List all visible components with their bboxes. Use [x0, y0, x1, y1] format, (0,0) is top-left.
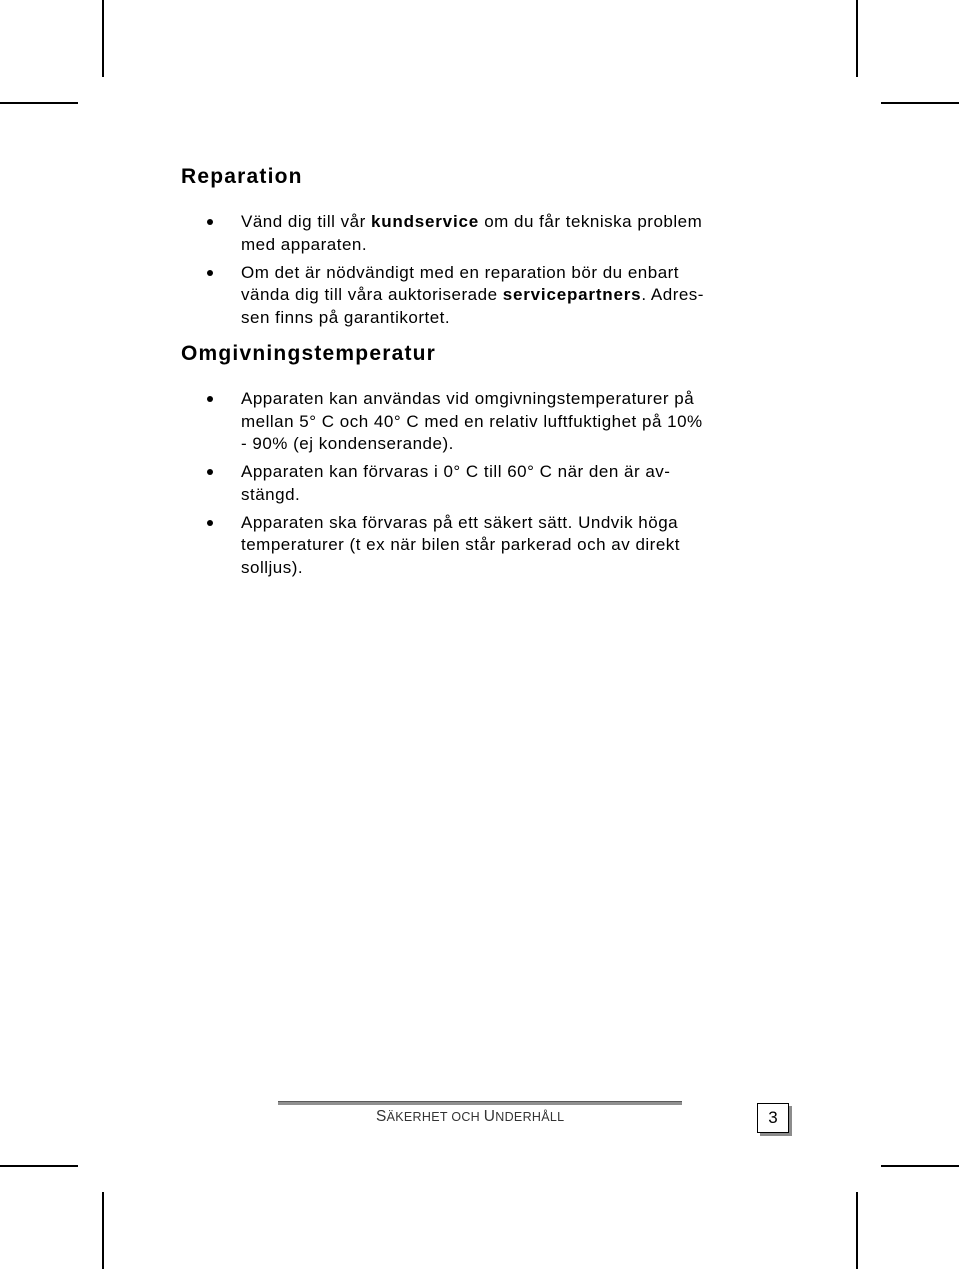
text-run: Apparaten kan användas vid omgivningstemperaturer på — [241, 389, 695, 408]
bullet-text-line — [241, 262, 781, 285]
text-run: . Adres- — [641, 285, 704, 304]
crop-mark-top-right-horizontal — [881, 102, 959, 104]
emphasis-text: kundservice — [370, 212, 479, 231]
text-run: vända dig till våra auktoriserade — [241, 285, 503, 304]
bullet-text-line — [241, 433, 781, 456]
text-run: stängd. — [241, 484, 301, 504]
section-heading-omgivningstemperatur: Omgivningstemperatur — [181, 342, 437, 365]
bullet-item — [241, 262, 781, 330]
crop-mark-bottom-right-horizontal — [881, 1165, 959, 1167]
bullet-item — [241, 461, 781, 506]
bullet-text-line — [241, 411, 781, 434]
page-number: 3 — [757, 1103, 789, 1133]
crop-mark-top-left-horizontal — [0, 102, 78, 104]
bullet-list-reparation — [241, 211, 781, 335]
crop-mark-bottom-left-vertical — [102, 1192, 104, 1269]
footer-title-part: S — [376, 1108, 387, 1125]
bullet-icon — [207, 396, 213, 402]
text-run: om du får tekniska problem — [478, 212, 703, 231]
bullet-item — [241, 211, 781, 256]
bullet-icon — [207, 520, 213, 526]
bullet-text-line — [241, 284, 781, 307]
footer-title-part: U — [483, 1108, 496, 1125]
bullet-text-line — [241, 307, 781, 330]
bullet-text-line — [241, 534, 781, 557]
footer-title-part: NDERHÅLL — [495, 1110, 565, 1124]
section-heading-reparation: Reparation — [181, 165, 303, 188]
bullet-icon — [207, 469, 213, 475]
text-run: Om det är nödvändigt med en reparation bör du enbart — [241, 262, 680, 282]
crop-mark-top-right-vertical — [856, 0, 858, 77]
text-run: Vänd dig till vår — [241, 212, 371, 231]
text-run: - 90% (ej kondenserande). — [241, 434, 454, 453]
footer-rule — [278, 1101, 682, 1105]
bullet-icon — [207, 219, 213, 225]
text-run: mellan 5° C och 40° C med en relativ luftfuktighet på 10% — [241, 411, 703, 431]
bullet-text-line — [241, 388, 781, 411]
text-run: sen finns på garantikortet. — [241, 307, 451, 327]
footer-title-part: ÄKERHET OCH — [386, 1110, 484, 1124]
bullet-icon — [207, 270, 213, 276]
bullet-item — [241, 388, 781, 456]
bullet-text-line — [241, 512, 781, 535]
crop-mark-bottom-right-vertical — [856, 1192, 858, 1269]
text-run: temperaturer (t ex när bilen står parkerad och av direkt — [241, 535, 681, 554]
bullet-text-line — [241, 484, 781, 507]
text-run: med apparaten. — [241, 234, 368, 254]
bullet-text-line — [241, 211, 781, 234]
footer-section-title — [376, 1108, 564, 1126]
text-run: solljus). — [241, 557, 304, 577]
crop-mark-top-left-vertical — [102, 0, 104, 77]
bullet-text-line — [241, 461, 781, 484]
emphasis-text: servicepartners — [502, 285, 642, 304]
bullet-item — [241, 512, 781, 580]
text-run: Apparaten kan förvaras i 0° C till 60° C när den är av- — [241, 462, 671, 481]
text-run: Apparaten ska förvaras på ett säkert sätt. Undvik höga — [241, 512, 679, 532]
bullet-text-line — [241, 557, 781, 580]
bullet-text-line — [241, 234, 781, 257]
bullet-list-omgivningstemperatur — [241, 388, 781, 585]
crop-mark-bottom-left-horizontal — [0, 1165, 78, 1167]
